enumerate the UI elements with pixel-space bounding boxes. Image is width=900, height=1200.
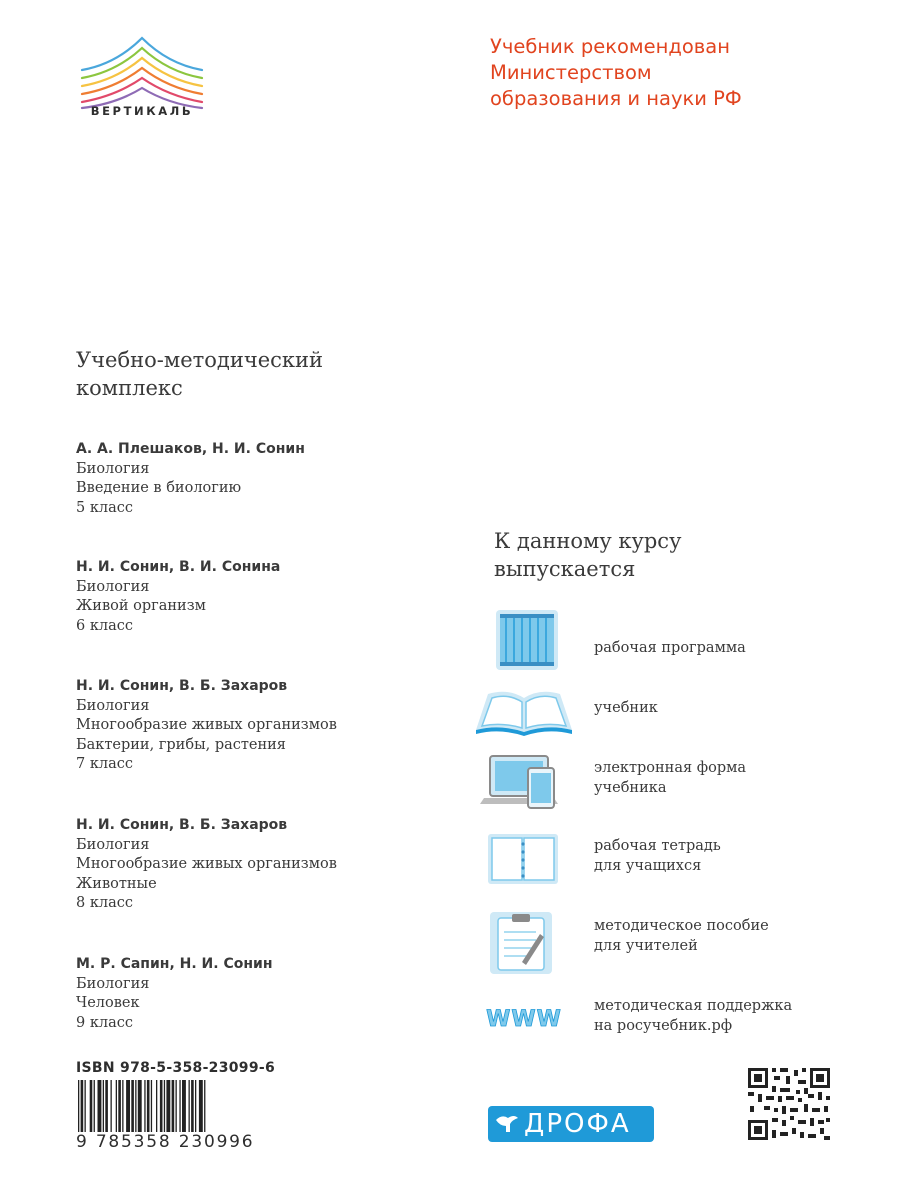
publisher-name: ДРОФА — [524, 1109, 631, 1139]
component-label-line: рабочая тетрадь — [594, 838, 721, 854]
book-line: Биология — [76, 975, 150, 992]
barcode-bar — [160, 1080, 163, 1140]
component-e-textbook — [474, 752, 874, 818]
barcode-bar — [135, 1080, 136, 1140]
book-entry-grade-7 — [76, 677, 456, 775]
barcode-bar — [195, 1080, 196, 1140]
barcode-bar — [176, 1080, 177, 1140]
barcode-bar — [81, 1080, 84, 1140]
barcode-bar — [182, 1080, 186, 1140]
program-icon — [474, 608, 574, 674]
book-line: Многообразие живых организмов — [76, 717, 337, 733]
component-label: рабочая программа — [594, 640, 746, 656]
book-line: Бактерии, грибы, растения — [76, 736, 286, 753]
component-label — [594, 916, 769, 956]
barcode-bar — [164, 1080, 165, 1140]
barcode-bar — [94, 1080, 95, 1140]
barcode-bar — [105, 1080, 108, 1140]
barcode-bar — [147, 1080, 150, 1140]
component-label-line: для учащихся — [594, 858, 702, 874]
recommendation-line: образования и науки РФ — [490, 87, 742, 110]
book-line: 7 класс — [76, 756, 133, 772]
book-authors: Н. И. Сонин, В. Б. Захаров — [76, 678, 288, 694]
publisher-bird-icon — [494, 1112, 520, 1136]
course-title-line: К данному курсу — [494, 529, 682, 553]
qr-code-icon — [746, 1066, 832, 1142]
www-text: WWW — [486, 1007, 562, 1032]
barcode-bar — [103, 1080, 104, 1140]
component-online-support — [474, 988, 874, 1054]
component-teacher-guide — [474, 910, 874, 976]
book-entry-grade-8 — [76, 816, 456, 914]
book-line: Человек — [76, 995, 140, 1011]
barcode-bar — [85, 1080, 86, 1140]
barcode-bar — [191, 1080, 194, 1140]
barcode-bar — [199, 1080, 203, 1140]
component-label — [594, 758, 746, 798]
book-line: Введение в биологию — [76, 480, 242, 496]
book-line: Животные — [76, 875, 157, 892]
barcode-digits: 9 785358 230996 — [76, 1132, 276, 1152]
barcode-bar — [189, 1080, 190, 1140]
course-title — [494, 527, 854, 583]
www-icon — [474, 988, 574, 1054]
component-label-line: электронная форма — [594, 760, 747, 776]
barcode-bar — [151, 1080, 152, 1140]
umk-title-line: Учебно-методический — [76, 348, 324, 372]
recommendation-line: Министерством — [490, 61, 652, 84]
open-book-icon — [474, 680, 574, 746]
component-label: учебник — [594, 700, 658, 716]
component-label-line: на росучебник.рф — [594, 1018, 733, 1034]
book-entry-grade-5 — [76, 440, 456, 518]
component-label-line: для учителей — [594, 938, 698, 954]
book-line: 6 класс — [76, 617, 133, 634]
book-entry-grade-6 — [76, 558, 456, 636]
barcode-bar — [172, 1080, 175, 1140]
component-label-line: методическая поддержка — [594, 998, 793, 1014]
barcode-bar — [179, 1080, 180, 1140]
barcode-bar — [144, 1080, 145, 1140]
book-line: 9 класс — [76, 1014, 133, 1031]
barcode-bar — [78, 1080, 79, 1140]
devices-icon — [474, 752, 574, 818]
book-authors: М. Р. Сапин, Н. И. Сонин — [76, 956, 273, 972]
book-line: Живой организм — [76, 598, 206, 614]
recommendation-line: Учебник рекомендован — [490, 35, 730, 58]
component-workbook — [474, 832, 874, 898]
barcode-bar — [98, 1080, 102, 1140]
barcode-bar — [122, 1080, 123, 1140]
book-authors: Н. И. Сонин, В. Б. Захаров — [76, 817, 288, 833]
component-label — [594, 996, 792, 1036]
barcode-bar — [156, 1080, 157, 1140]
recommendation-note — [490, 34, 830, 112]
book-authors: А. А. Плешаков, Н. И. Сонин — [76, 441, 305, 457]
barcode-bar — [138, 1080, 142, 1140]
barcode-bar — [90, 1080, 93, 1140]
logo-text: ВЕРТИКАЛЬ — [90, 104, 194, 118]
component-work-program — [474, 608, 874, 674]
publisher-logo — [488, 1106, 654, 1142]
book-line: Биология — [76, 578, 150, 595]
component-label — [594, 836, 721, 876]
workbook-icon — [474, 832, 574, 898]
umk-title — [76, 346, 456, 402]
umk-title-line: комплекс — [76, 376, 183, 400]
barcode-bar — [118, 1080, 121, 1140]
book-line: Биология — [76, 460, 150, 477]
barcode-bar — [126, 1080, 130, 1140]
book-line: 8 класс — [76, 895, 133, 911]
isbn-number: ISBN 978-5-358-23099-6 — [76, 1060, 276, 1076]
book-line: Многообразие живых организмов — [76, 856, 337, 872]
barcode-bar — [111, 1080, 112, 1140]
clipboard-icon — [474, 910, 574, 976]
book-authors: Н. И. Сонин, В. И. Сонина — [76, 559, 281, 575]
course-title-line: выпускается — [494, 557, 636, 581]
barcode-bar — [204, 1080, 205, 1140]
component-label-line: методическое пособие — [594, 918, 769, 934]
book-entry-grade-9 — [76, 955, 456, 1033]
component-label-line: учебника — [594, 780, 667, 796]
book-line: Биология — [76, 836, 150, 853]
barcode-bar — [166, 1080, 170, 1140]
barcode-icon — [76, 1080, 272, 1140]
barcode-bar — [116, 1080, 117, 1140]
book-line: 5 класс — [76, 499, 133, 516]
book-line: Биология — [76, 697, 150, 714]
barcode-bar — [131, 1080, 134, 1140]
component-textbook — [474, 680, 874, 746]
